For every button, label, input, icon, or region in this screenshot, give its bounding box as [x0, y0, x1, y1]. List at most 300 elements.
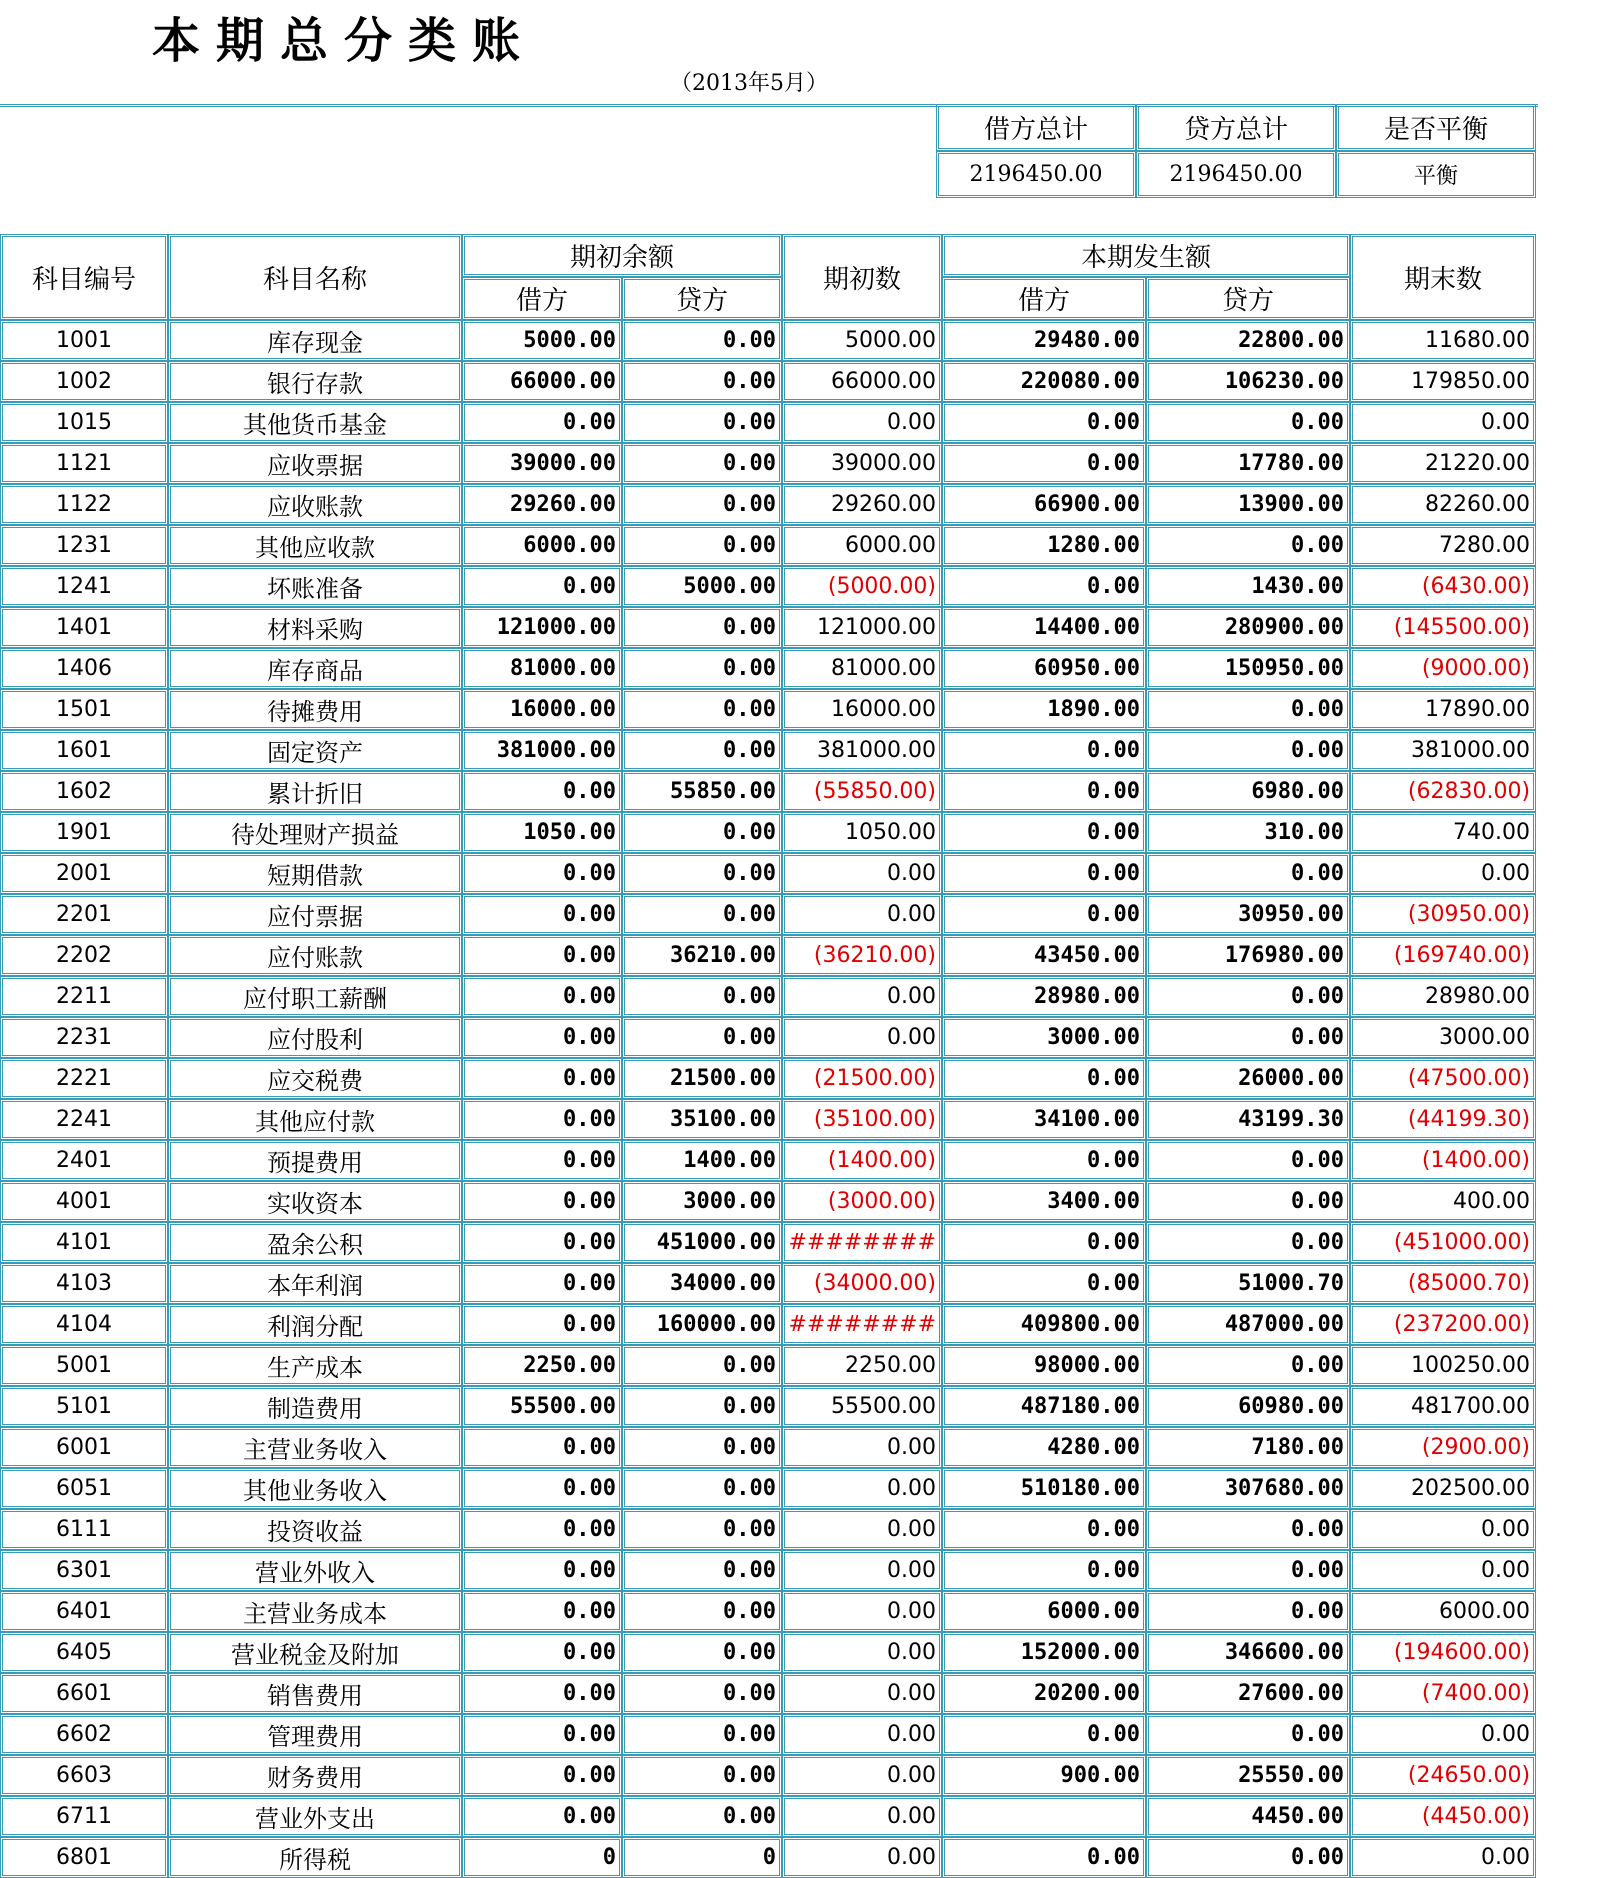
opening-credit: 0.00	[622, 361, 782, 402]
closing-balance: 100250.00	[1350, 1345, 1536, 1386]
period-credit: 0.00	[1146, 1509, 1350, 1550]
credit-total-header: 贷方总计	[1136, 104, 1336, 151]
table-row	[0, 1591, 1536, 1632]
opening-debit: 0.00	[462, 1017, 622, 1058]
account-name: 应收账款	[168, 484, 462, 525]
opening-credit: 0.00	[622, 1632, 782, 1673]
opening-debit: 0.00	[462, 1222, 622, 1263]
period-credit: 7180.00	[1146, 1427, 1350, 1468]
closing-balance: (9000.00)	[1350, 648, 1536, 689]
opening-net: 0.00	[782, 1550, 942, 1591]
opening-net: 0.00	[782, 1632, 942, 1673]
header-period-amount: 本期发生额	[942, 234, 1350, 277]
opening-net: 0.00	[782, 1714, 942, 1755]
period-debit: 28980.00	[942, 976, 1146, 1017]
closing-balance: 179850.00	[1350, 361, 1536, 402]
account-code: 4103	[0, 1263, 168, 1304]
balanced-header: 是否平衡	[1336, 104, 1536, 151]
closing-balance: (145500.00)	[1350, 607, 1536, 648]
account-code: 2211	[0, 976, 168, 1017]
account-name: 其他应收款	[168, 525, 462, 566]
table-row	[0, 935, 1536, 976]
opening-debit: 0.00	[462, 894, 622, 935]
table-row	[0, 1304, 1536, 1345]
closing-balance: 740.00	[1350, 812, 1536, 853]
account-name: 营业外支出	[168, 1796, 462, 1837]
period-subtitle: （2013年5月）	[670, 71, 828, 96]
opening-credit: 0.00	[622, 894, 782, 935]
period-credit: 176980.00	[1146, 935, 1350, 976]
account-name: 短期借款	[168, 853, 462, 894]
period-debit: 3400.00	[942, 1181, 1146, 1222]
opening-debit: 0.00	[462, 1427, 622, 1468]
account-code: 4104	[0, 1304, 168, 1345]
account-name: 生产成本	[168, 1345, 462, 1386]
period-debit: 0.00	[942, 894, 1146, 935]
opening-net: 121000.00	[782, 607, 942, 648]
general-ledger-table	[0, 234, 1536, 1878]
opening-net: ########	[782, 1222, 942, 1263]
account-code: 1602	[0, 771, 168, 812]
opening-debit: 2250.00	[462, 1345, 622, 1386]
period-credit: 0.00	[1146, 1591, 1350, 1632]
account-name: 库存现金	[168, 320, 462, 361]
account-code: 5101	[0, 1386, 168, 1427]
closing-balance: (2900.00)	[1350, 1427, 1536, 1468]
opening-credit: 451000.00	[622, 1222, 782, 1263]
opening-net: (1400.00)	[782, 1140, 942, 1181]
opening-debit: 0.00	[462, 771, 622, 812]
closing-balance: 381000.00	[1350, 730, 1536, 771]
table-row	[0, 1345, 1536, 1386]
period-debit: 152000.00	[942, 1632, 1146, 1673]
balanced-value: 平衡	[1336, 151, 1536, 198]
closing-balance: (24650.00)	[1350, 1755, 1536, 1796]
period-debit: 1890.00	[942, 689, 1146, 730]
opening-credit: 0	[622, 1837, 782, 1878]
table-row	[0, 1263, 1536, 1304]
opening-credit: 36210.00	[622, 935, 782, 976]
account-code: 6401	[0, 1591, 168, 1632]
period-debit: 0.00	[942, 443, 1146, 484]
account-name: 营业税金及附加	[168, 1632, 462, 1673]
period-debit: 3000.00	[942, 1017, 1146, 1058]
closing-balance: 0.00	[1350, 1509, 1536, 1550]
opening-credit: 0.00	[622, 689, 782, 730]
opening-credit: 0.00	[622, 402, 782, 443]
period-debit: 0.00	[942, 771, 1146, 812]
totals-summary-table	[936, 104, 1536, 198]
closing-balance: 7280.00	[1350, 525, 1536, 566]
opening-credit: 0.00	[622, 1550, 782, 1591]
closing-balance: (62830.00)	[1350, 771, 1536, 812]
opening-credit: 0.00	[622, 484, 782, 525]
closing-balance: 400.00	[1350, 1181, 1536, 1222]
opening-credit: 21500.00	[622, 1058, 782, 1099]
period-credit: 4450.00	[1146, 1796, 1350, 1837]
period-debit: 0.00	[942, 1509, 1146, 1550]
period-credit: 1430.00	[1146, 566, 1350, 607]
opening-net: (35100.00)	[782, 1099, 942, 1140]
period-debit: 0.00	[942, 1140, 1146, 1181]
opening-net: 0.00	[782, 1755, 942, 1796]
opening-debit: 0.00	[462, 976, 622, 1017]
opening-debit: 0.00	[462, 1099, 622, 1140]
opening-debit: 381000.00	[462, 730, 622, 771]
account-name: 制造费用	[168, 1386, 462, 1427]
period-debit: 60950.00	[942, 648, 1146, 689]
opening-net: 2250.00	[782, 1345, 942, 1386]
opening-credit: 0.00	[622, 1427, 782, 1468]
opening-credit: 0.00	[622, 1796, 782, 1837]
opening-net: 0.00	[782, 894, 942, 935]
closing-balance: (194600.00)	[1350, 1632, 1536, 1673]
table-row	[0, 1181, 1536, 1222]
period-debit: 98000.00	[942, 1345, 1146, 1386]
account-code: 2201	[0, 894, 168, 935]
period-credit: 6980.00	[1146, 771, 1350, 812]
opening-credit: 0.00	[622, 648, 782, 689]
period-credit: 0.00	[1146, 1181, 1350, 1222]
opening-credit: 0.00	[622, 1755, 782, 1796]
period-debit: 6000.00	[942, 1591, 1146, 1632]
table-row	[0, 1509, 1536, 1550]
opening-credit: 0.00	[622, 1714, 782, 1755]
opening-credit: 160000.00	[622, 1304, 782, 1345]
account-code: 1122	[0, 484, 168, 525]
period-debit	[942, 1796, 1146, 1837]
period-credit: 346600.00	[1146, 1632, 1350, 1673]
opening-net: 0.00	[782, 1468, 942, 1509]
period-debit: 34100.00	[942, 1099, 1146, 1140]
opening-net: 1050.00	[782, 812, 942, 853]
account-code: 4101	[0, 1222, 168, 1263]
table-row	[0, 607, 1536, 648]
opening-credit: 0.00	[622, 1673, 782, 1714]
period-credit: 25550.00	[1146, 1755, 1350, 1796]
period-debit: 0.00	[942, 853, 1146, 894]
opening-debit: 55500.00	[462, 1386, 622, 1427]
account-name: 其他业务收入	[168, 1468, 462, 1509]
table-row	[0, 1427, 1536, 1468]
period-debit: 220080.00	[942, 361, 1146, 402]
opening-credit: 0.00	[622, 320, 782, 361]
opening-debit: 0.00	[462, 1591, 622, 1632]
period-credit: 106230.00	[1146, 361, 1350, 402]
opening-debit: 0.00	[462, 1714, 622, 1755]
period-credit: 0.00	[1146, 1140, 1350, 1181]
closing-balance: (4450.00)	[1350, 1796, 1536, 1837]
account-name: 本年利润	[168, 1263, 462, 1304]
table-row	[0, 1837, 1536, 1878]
period-debit: 0.00	[942, 1222, 1146, 1263]
closing-balance: 17890.00	[1350, 689, 1536, 730]
period-credit: 280900.00	[1146, 607, 1350, 648]
table-row	[0, 443, 1536, 484]
period-credit: 487000.00	[1146, 1304, 1350, 1345]
closing-balance: 0.00	[1350, 1550, 1536, 1591]
header-period-credit: 贷方	[1146, 277, 1350, 320]
account-name: 主营业务收入	[168, 1427, 462, 1468]
account-code: 1901	[0, 812, 168, 853]
table-row	[0, 525, 1536, 566]
opening-net: ########	[782, 1304, 942, 1345]
period-debit: 487180.00	[942, 1386, 1146, 1427]
account-name: 盈余公积	[168, 1222, 462, 1263]
opening-net: 16000.00	[782, 689, 942, 730]
opening-net: 0.00	[782, 976, 942, 1017]
period-credit: 26000.00	[1146, 1058, 1350, 1099]
period-credit: 307680.00	[1146, 1468, 1350, 1509]
account-name: 坏账准备	[168, 566, 462, 607]
period-debit: 409800.00	[942, 1304, 1146, 1345]
period-credit: 0.00	[1146, 525, 1350, 566]
opening-debit: 0.00	[462, 1181, 622, 1222]
credit-total-value: 2196450.00	[1136, 151, 1336, 198]
period-credit: 43199.30	[1146, 1099, 1350, 1140]
opening-net: 39000.00	[782, 443, 942, 484]
account-name: 待摊费用	[168, 689, 462, 730]
account-code: 2202	[0, 935, 168, 976]
opening-debit: 0.00	[462, 1304, 622, 1345]
period-credit: 0.00	[1146, 402, 1350, 443]
period-debit: 14400.00	[942, 607, 1146, 648]
account-name: 待处理财产损益	[168, 812, 462, 853]
account-name: 利润分配	[168, 1304, 462, 1345]
table-row	[0, 771, 1536, 812]
period-credit: 22800.00	[1146, 320, 1350, 361]
period-debit: 0.00	[942, 1263, 1146, 1304]
account-code: 2231	[0, 1017, 168, 1058]
opening-debit: 0.00	[462, 1673, 622, 1714]
account-name: 投资收益	[168, 1509, 462, 1550]
opening-net: 0.00	[782, 853, 942, 894]
account-code: 6405	[0, 1632, 168, 1673]
opening-debit: 121000.00	[462, 607, 622, 648]
account-code: 1231	[0, 525, 168, 566]
account-name: 预提费用	[168, 1140, 462, 1181]
opening-debit: 0.00	[462, 566, 622, 607]
table-row	[0, 1222, 1536, 1263]
period-credit: 27600.00	[1146, 1673, 1350, 1714]
opening-net: (36210.00)	[782, 935, 942, 976]
opening-debit: 5000.00	[462, 320, 622, 361]
account-code: 6301	[0, 1550, 168, 1591]
opening-credit: 0.00	[622, 1345, 782, 1386]
period-credit: 0.00	[1146, 1017, 1350, 1058]
header-closing: 期末数	[1350, 234, 1536, 320]
opening-debit: 6000.00	[462, 525, 622, 566]
opening-net: 0.00	[782, 1017, 942, 1058]
period-debit: 510180.00	[942, 1468, 1146, 1509]
table-row	[0, 1755, 1536, 1796]
account-code: 5001	[0, 1345, 168, 1386]
account-name: 营业外收入	[168, 1550, 462, 1591]
opening-debit: 0.00	[462, 1796, 622, 1837]
account-code: 2401	[0, 1140, 168, 1181]
account-name: 材料采购	[168, 607, 462, 648]
opening-credit: 0.00	[622, 812, 782, 853]
opening-net: (55850.00)	[782, 771, 942, 812]
account-name: 累计折旧	[168, 771, 462, 812]
opening-net: 0.00	[782, 1509, 942, 1550]
closing-balance: (451000.00)	[1350, 1222, 1536, 1263]
header-opening-balance: 期初余额	[462, 234, 782, 277]
closing-balance: (47500.00)	[1350, 1058, 1536, 1099]
opening-net: 55500.00	[782, 1386, 942, 1427]
account-name: 应交税费	[168, 1058, 462, 1099]
closing-balance: (30950.00)	[1350, 894, 1536, 935]
header-opening-debit: 借方	[462, 277, 622, 320]
closing-balance: 21220.00	[1350, 443, 1536, 484]
account-code: 6603	[0, 1755, 168, 1796]
opening-credit: 0.00	[622, 730, 782, 771]
table-row	[0, 402, 1536, 443]
opening-credit: 0.00	[622, 1386, 782, 1427]
closing-balance: 6000.00	[1350, 1591, 1536, 1632]
opening-credit: 0.00	[622, 853, 782, 894]
period-debit: 0.00	[942, 730, 1146, 771]
period-debit: 0.00	[942, 812, 1146, 853]
header-opening-credit: 贷方	[622, 277, 782, 320]
closing-balance: (85000.70)	[1350, 1263, 1536, 1304]
closing-balance: 0.00	[1350, 402, 1536, 443]
opening-credit: 35100.00	[622, 1099, 782, 1140]
period-credit: 60980.00	[1146, 1386, 1350, 1427]
period-credit: 0.00	[1146, 1222, 1350, 1263]
period-credit: 13900.00	[1146, 484, 1350, 525]
account-name: 库存商品	[168, 648, 462, 689]
opening-net: 0.00	[782, 1673, 942, 1714]
table-row	[0, 566, 1536, 607]
opening-debit: 29260.00	[462, 484, 622, 525]
account-name: 销售费用	[168, 1673, 462, 1714]
opening-credit: 0.00	[622, 607, 782, 648]
opening-debit: 39000.00	[462, 443, 622, 484]
period-credit: 51000.70	[1146, 1263, 1350, 1304]
table-row	[0, 894, 1536, 935]
opening-credit: 0.00	[622, 976, 782, 1017]
period-debit: 4280.00	[942, 1427, 1146, 1468]
account-code: 6801	[0, 1837, 168, 1878]
account-code: 1401	[0, 607, 168, 648]
account-name: 应付账款	[168, 935, 462, 976]
opening-debit: 0.00	[462, 1468, 622, 1509]
header-opening-net: 期初数	[782, 234, 942, 320]
account-code: 1406	[0, 648, 168, 689]
table-row	[0, 1550, 1536, 1591]
table-row	[0, 361, 1536, 402]
table-row	[0, 648, 1536, 689]
account-code: 6051	[0, 1468, 168, 1509]
period-credit: 0.00	[1146, 1550, 1350, 1591]
account-code: 6711	[0, 1796, 168, 1837]
table-row	[0, 320, 1536, 361]
closing-balance: 481700.00	[1350, 1386, 1536, 1427]
opening-net: (3000.00)	[782, 1181, 942, 1222]
period-debit: 20200.00	[942, 1673, 1146, 1714]
table-row	[0, 1140, 1536, 1181]
opening-credit: 34000.00	[622, 1263, 782, 1304]
account-name: 应收票据	[168, 443, 462, 484]
account-code: 2001	[0, 853, 168, 894]
closing-balance: 28980.00	[1350, 976, 1536, 1017]
period-credit: 0.00	[1146, 1837, 1350, 1878]
opening-debit: 0.00	[462, 402, 622, 443]
opening-net: (21500.00)	[782, 1058, 942, 1099]
closing-balance: 0.00	[1350, 1714, 1536, 1755]
opening-debit: 0	[462, 1837, 622, 1878]
account-name: 固定资产	[168, 730, 462, 771]
table-row	[0, 812, 1536, 853]
account-code: 6602	[0, 1714, 168, 1755]
table-row	[0, 1017, 1536, 1058]
account-name: 银行存款	[168, 361, 462, 402]
opening-credit: 0.00	[622, 1509, 782, 1550]
closing-balance: 82260.00	[1350, 484, 1536, 525]
account-code: 1501	[0, 689, 168, 730]
opening-net: 381000.00	[782, 730, 942, 771]
period-credit: 150950.00	[1146, 648, 1350, 689]
table-row	[0, 1099, 1536, 1140]
closing-balance: (7400.00)	[1350, 1673, 1536, 1714]
opening-credit: 0.00	[622, 1468, 782, 1509]
period-debit: 0.00	[942, 1837, 1146, 1878]
page-title: 本期总分类账	[152, 13, 537, 69]
opening-net: 66000.00	[782, 361, 942, 402]
opening-debit: 0.00	[462, 935, 622, 976]
header-account-name: 科目名称	[168, 234, 462, 320]
ledger-body	[0, 320, 1536, 1878]
period-credit: 0.00	[1146, 730, 1350, 771]
closing-balance: (6430.00)	[1350, 566, 1536, 607]
closing-balance: (169740.00)	[1350, 935, 1536, 976]
table-row	[0, 976, 1536, 1017]
table-row	[0, 1386, 1536, 1427]
opening-net: (34000.00)	[782, 1263, 942, 1304]
opening-debit: 0.00	[462, 853, 622, 894]
closing-balance: 202500.00	[1350, 1468, 1536, 1509]
account-name: 应付职工薪酬	[168, 976, 462, 1017]
closing-balance: (237200.00)	[1350, 1304, 1536, 1345]
account-name: 其他货币基金	[168, 402, 462, 443]
opening-net: 6000.00	[782, 525, 942, 566]
account-name: 应付股利	[168, 1017, 462, 1058]
account-name: 其他应付款	[168, 1099, 462, 1140]
account-name: 财务费用	[168, 1755, 462, 1796]
account-code: 1001	[0, 320, 168, 361]
opening-net: 0.00	[782, 1427, 942, 1468]
account-name: 所得税	[168, 1837, 462, 1878]
account-code: 2221	[0, 1058, 168, 1099]
period-debit: 0.00	[942, 1058, 1146, 1099]
table-row	[0, 1468, 1536, 1509]
period-credit: 0.00	[1146, 853, 1350, 894]
opening-credit: 0.00	[622, 525, 782, 566]
opening-debit: 1050.00	[462, 812, 622, 853]
closing-balance: 0.00	[1350, 853, 1536, 894]
opening-net: 81000.00	[782, 648, 942, 689]
period-credit: 30950.00	[1146, 894, 1350, 935]
account-name: 主营业务成本	[168, 1591, 462, 1632]
opening-debit: 0.00	[462, 1509, 622, 1550]
opening-net: (5000.00)	[782, 566, 942, 607]
closing-balance: 3000.00	[1350, 1017, 1536, 1058]
period-credit: 310.00	[1146, 812, 1350, 853]
closing-balance: 0.00	[1350, 1837, 1536, 1878]
account-code: 1241	[0, 566, 168, 607]
period-debit: 66900.00	[942, 484, 1146, 525]
